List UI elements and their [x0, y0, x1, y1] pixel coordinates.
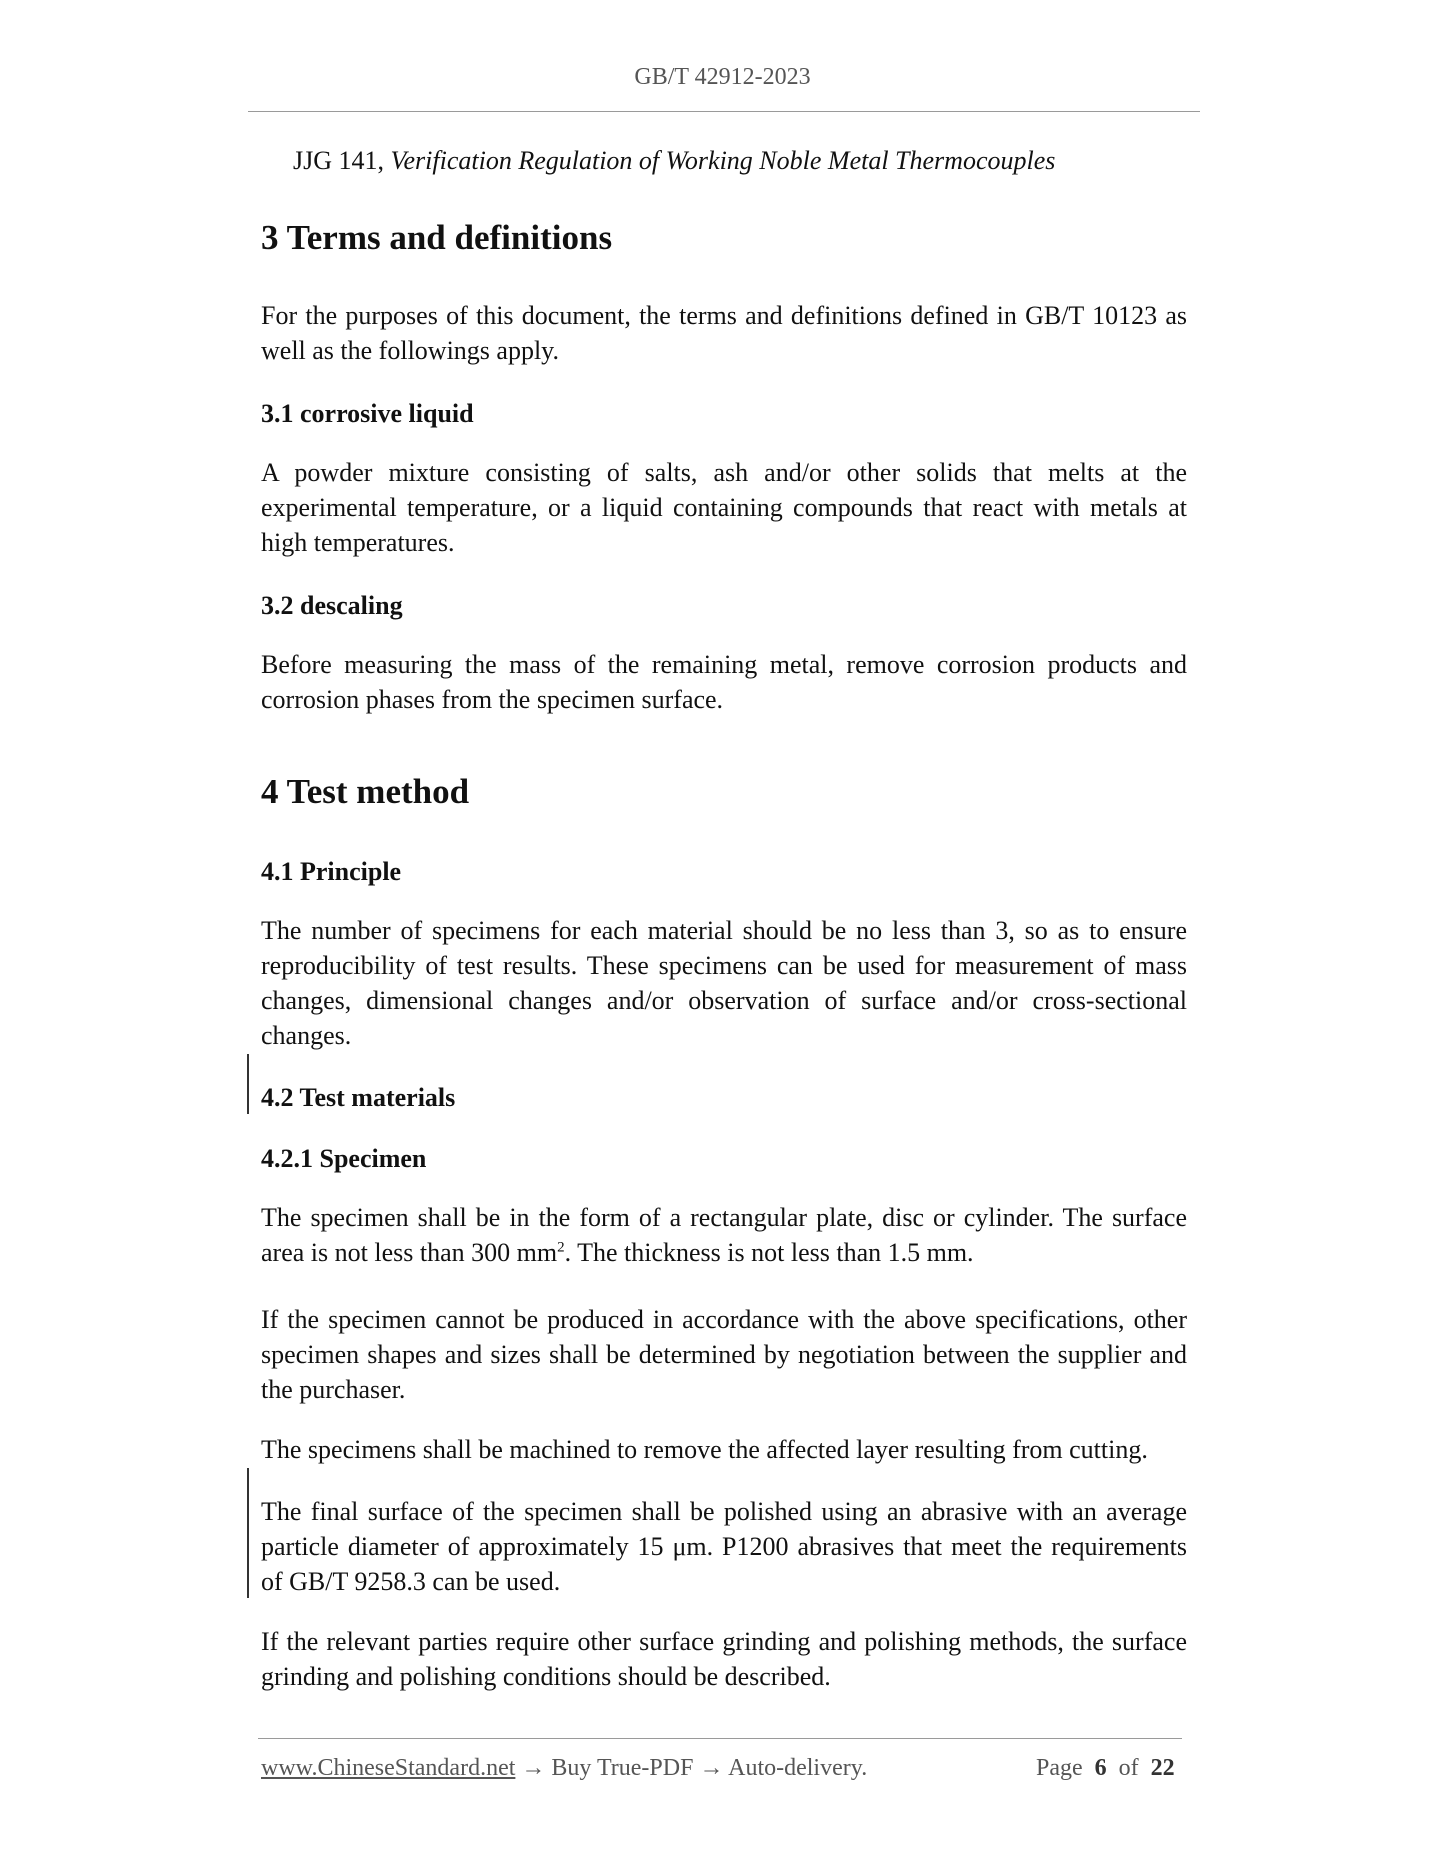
page-current: 6: [1094, 1755, 1107, 1781]
change-bar: [247, 1054, 249, 1114]
document-header: GB/T 42912-2023: [634, 64, 811, 90]
footer-divider: [258, 1738, 1182, 1739]
specimen-heading: 4.2.1 Specimen: [261, 1144, 427, 1173]
test-materials-heading: 4.2 Test materials: [261, 1083, 456, 1112]
specimen-p1-text: The specimen shall be in the form of a rectangular plate, disc or cylinder. The surface area is not less than 300 mm: [261, 1203, 1187, 1267]
header-divider: [248, 111, 1200, 112]
term-3-1-definition: A powder mixture consisting of salts, ash and/or other solids that melts at the experimental temperature, or a liquid containing compounds that react with metals at high temperatures.: [261, 458, 1187, 557]
footer-promo-text: → Buy True-PDF → Auto-delivery.: [515, 1755, 868, 1781]
change-bar: [247, 1468, 249, 1598]
page-label: Page: [1036, 1755, 1083, 1781]
specimen-p1-text-end: . The thickness is not less than 1.5 mm.: [564, 1238, 974, 1267]
principle-heading: 4.1 Principle: [261, 857, 402, 886]
page-of-label: of: [1118, 1755, 1139, 1781]
section-3-heading: 3 Terms and definitions: [261, 218, 613, 257]
specimen-paragraph-5: If the relevant parties require other surface grinding and polishing methods, the surface grinding and polishing conditions should be described.: [261, 1627, 1187, 1691]
superscript-2: 2: [557, 1239, 565, 1256]
chinesestandard-link[interactable]: www.ChineseStandard.net: [261, 1755, 516, 1781]
section-3-intro: For the purposes of this document, the terms and definitions defined in GB/T 10123 as well as the followings apply.: [261, 301, 1187, 365]
specimen-paragraph-1: [261, 1200, 1187, 1270]
section-4-heading: 4 Test method: [261, 772, 470, 811]
reference-code: JJG 141,: [293, 146, 385, 175]
footer-promo: [261, 1755, 867, 1782]
page-indicator: [1036, 1755, 1175, 1782]
principle-text: The number of specimens for each material should be no less than 3, so as to ensure reproducibility of test results. These specimens can be used for measurement of mass changes, dimensional changes and/or observation of surface and/or cross-sectional changes.: [261, 916, 1187, 1050]
normative-reference: [293, 146, 1055, 176]
term-3-1-heading: 3.1 corrosive liquid: [261, 399, 474, 428]
specimen-paragraph-3: The specimens shall be machined to remove the affected layer resulting from cutting.: [261, 1435, 1148, 1464]
specimen-paragraph-2: If the specimen cannot be produced in accordance with the above specifications, other specimen shapes and sizes shall be determined by negotiation between the supplier and the purchaser.: [261, 1305, 1187, 1404]
specimen-paragraph-4: The final surface of the specimen shall be polished using an abrasive with an average particle diameter of approximately 15 μm. P1200 abrasives that meet the requirements of GB/T 9258.3 can be used.: [261, 1497, 1187, 1596]
reference-title: Verification Regulation of Working Noble Metal Thermocouples: [390, 146, 1056, 175]
term-3-2-definition: Before measuring the mass of the remaining metal, remove corrosion products and corrosion phases from the specimen surface.: [261, 650, 1187, 714]
term-3-2-heading: 3.2 descaling: [261, 591, 403, 620]
page-total: 22: [1150, 1755, 1175, 1781]
